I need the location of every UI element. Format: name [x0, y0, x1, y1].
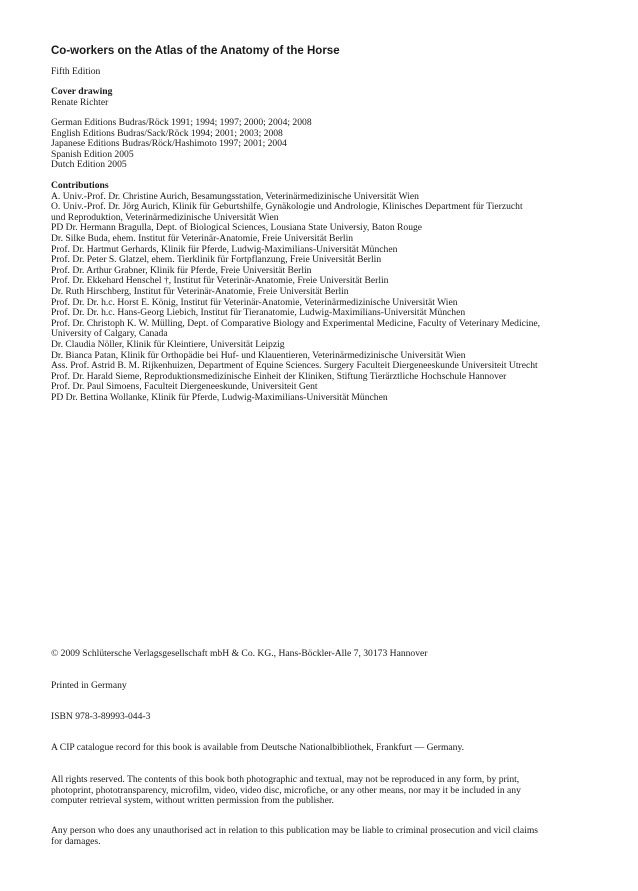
contributor-line: PD Dr. Hermann Bragulla, Dept. of Biological Sciences, Lousiana State Universiy, Baton Rouge	[51, 222, 423, 234]
copyright-notice: © 2009 Schlütersche Verlagsgesellschaft mbH & Co. KG., Hans-Böckler-Alle 7, 30173 Hannover	[51, 648, 428, 659]
liability-line: Any person who does any unauthorised act in relation to this publication may be liable to criminal prosecution and vicil claims	[51, 825, 539, 836]
contributor-line: Dr. Silke Buda, ehem. Institut für Veterinär-Anatomie, Freie Universität Berlin	[51, 232, 354, 244]
edition-line: German Editions Budras/Röck 1991; 1994; 1997; 2000; 2004; 2008	[51, 117, 312, 128]
liability-line: for damages.	[51, 835, 101, 847]
editions-list	[51, 118, 611, 171]
contributor-line: Dr. Claudia Nöller, Klinik für Kleintiere, Universität Leipzig	[51, 338, 285, 350]
contributor-line: O. Univ.-Prof. Dr. Jörg Aurich, Klinik für Geburtshilfe, Gynäkologie und Andrologie, Klinisches Department für Tierzucht	[51, 201, 523, 213]
contributor-line: Ass. Prof. Astrid B. M. Rijkenhuizen, Department of Equine Sciences. Surgery Faculteit Diergeneeskunde Universiteit Utrecht	[51, 360, 538, 372]
edition-label: Fifth Edition	[51, 66, 101, 77]
contributor-line: PD Dr. Bettina Wollanke, Klinik für Pferde, Ludwig-Maximilians-Universität München	[51, 391, 388, 403]
liability-notice	[51, 826, 611, 847]
page-title: Co-workers on the Atlas of the Anatomy of the Horse	[51, 45, 340, 57]
contributor-line: Prof. Dr. Ekkehard Henschel †, Institut für Veterinär-Anatomie, Freie Universität Berlin	[51, 275, 389, 287]
contributions-section	[51, 181, 611, 403]
contributor-line: University of Calgary, Canada	[51, 328, 168, 340]
edition-line: English Editions Budras/Sack/Röck 1994; 2001; 2003; 2008	[51, 127, 283, 139]
rights-line: All rights reserved. The contents of this book both photographic and textual, may not be reproduced in any form, by print,	[51, 774, 520, 785]
rights-notice	[51, 775, 611, 807]
contributor-line: A. Univ.-Prof. Dr. Christine Aurich, Besamungsstation, Veterinärmedizinische Universität Wien	[51, 190, 419, 202]
edition-line: Dutch Edition 2005	[51, 159, 127, 171]
rights-line: photoprint, phototransparency, microfilm, video, video disc, microfiche, or any other means, nor may it be included in any	[51, 784, 521, 796]
isbn: ISBN 978-3-89993-044-3	[51, 711, 151, 722]
contributor-line: Dr. Bianca Patan, Klinik für Orthopädie bei Huf- und Klauentieren, Veterinärmedizinische Universität Wien	[51, 349, 466, 361]
contributor-line: Prof. Dr. Hartmut Gerhards, Klinik für Pferde, Ludwig-Maximilians-Universität München	[51, 243, 398, 255]
contributor-line: Prof. Dr. Harald Sieme, Reproduktionsmedizinische Einheit der Kliniken, Stiftung Tierärztliche Hochschule Hannover	[51, 370, 507, 382]
contributor-line: und Reproduktion, Veterinärmedizinische Universität Wien	[51, 211, 279, 223]
contributor-line: Prof. Dr. Arthur Grabner, Klinik für Pferde, Freie Universität Berlin	[51, 264, 312, 276]
cover-artist: Renate Richter	[51, 96, 109, 108]
edition-line: Spanish Edition 2005	[51, 148, 134, 160]
cover-section	[51, 87, 611, 108]
contributor-line: Prof. Dr. Peter S. Glatzel, ehem. Tierklinik für Fortpflanzung, Freie Universität Berlin	[51, 254, 382, 266]
edition-line: Japanese Editions Budras/Röck/Hashimoto 1997; 2001; 2004	[51, 138, 287, 150]
contributor-line: Prof. Dr. Dr. h.c. Hans-Georg Liebich, Institut für Tieranatomie, Ludwig-Maximilians-Universität München	[51, 307, 466, 319]
cover-heading: Cover drawing	[51, 86, 113, 97]
rights-line: computer retrieval system, without written permission from the publisher.	[51, 795, 334, 807]
contributor-line: Prof. Dr. Christoph K. W. Mülling, Dept. of Comparative Biology and Experimental Medicine, Faculty of Veterinary Medicine,	[51, 317, 541, 329]
printed-in: Printed in Germany	[51, 680, 127, 691]
contributions-heading: Contributions	[51, 180, 109, 191]
contributor-line: Prof. Dr. Paul Simoens, Faculteit Diergeneeskunde, Universiteit Gent	[51, 381, 318, 393]
contributor-line: Dr. Ruth Hirschberg, Institut für Veterinär-Anatomie, Freie Universität Berlin	[51, 285, 349, 297]
contributor-line: Prof. Dr. Dr. h.c. Horst E. König, Institut für Veterinär-Anatomie, Veterinärmedizinische Universität Wien	[51, 296, 458, 308]
cip-record: A CIP catalogue record for this book is available from Deutsche Nationalbibliothek, Frankfurt — Germany.	[51, 742, 465, 753]
